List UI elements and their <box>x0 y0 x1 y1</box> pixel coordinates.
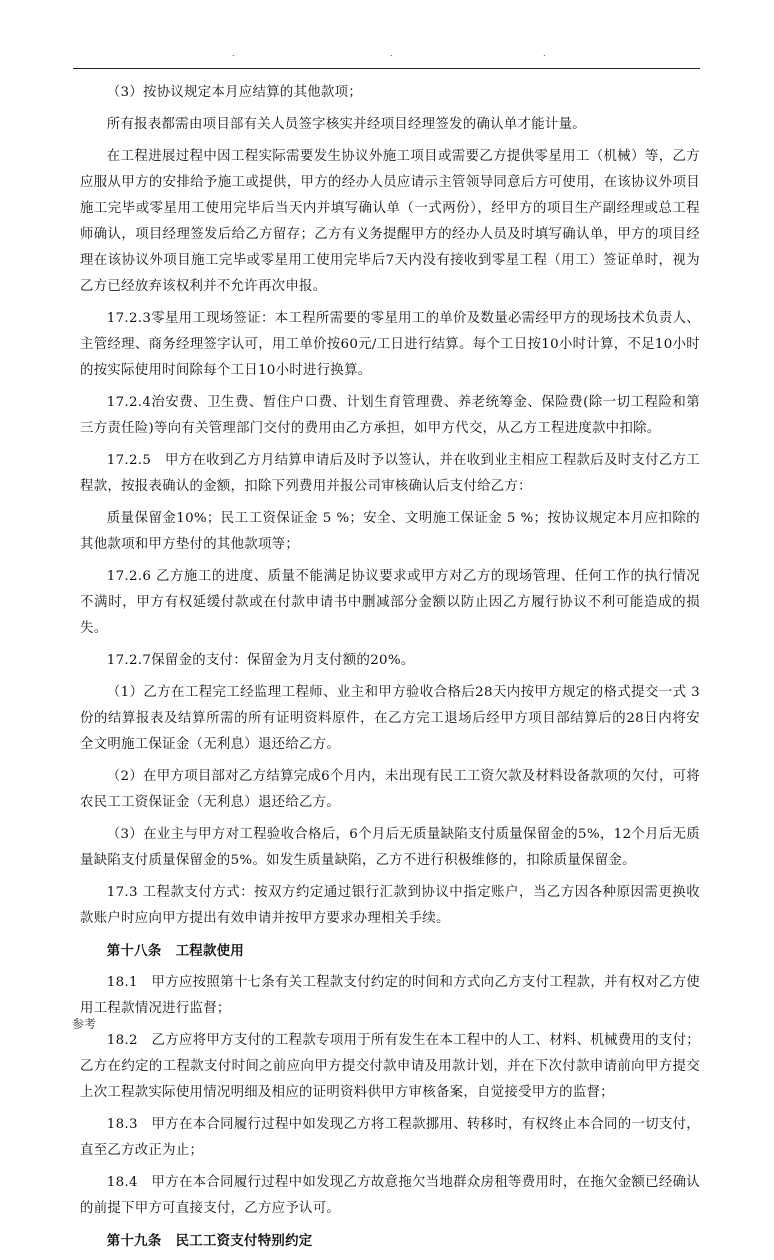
section-heading <box>80 938 700 964</box>
body-paragraph: （1）乙方在工程完工经监理工程师、业主和甲方验收合格后28天内按甲方规定的格式提交一式 3 份的结算报表及结算所需的所有证明资料原件，在乙方完工退场后经甲方项目部结算后的28日内将安全文明施工保证金（无利息）退还给乙方。 <box>80 685 700 752</box>
body-paragraph: 18.3 甲方在本合同履行过程中如发现乙方将工程款挪用、转移时，有权终止本合同的一切支付，直至乙方改正为止； <box>80 1117 700 1158</box>
body-paragraph: 17.2.7保留金的支付：保留金为月支付额的20%。 <box>106 653 415 668</box>
body-paragraph: 18.1 甲方应按照第十七条有关工程款支付约定的时间和方式向乙方支付工程款，并有权对乙方使用工程款情况进行监督； <box>80 975 700 1016</box>
body-paragraph: 17.2.5 甲方在收到乙方月结算申请后及时予以签认，并在收到业主相应工程款后及时支付乙方工程款，按报表确认的金额，扣除下列费用并报公司审核确认后支付给乙方： <box>80 453 700 494</box>
body-paragraph: （3）按协议规定本月应结算的其他款项； <box>106 85 363 100</box>
section-number: 第十八条 <box>106 943 162 959</box>
body-paragraph: 18.2 乙方应将甲方支付的工程款专项用于所有发生在本工程中的人工、材料、机械费用的支付；乙方在约定的工程款支付时间之前应向甲方提交付款申请及用款计划，并在下次付款申请前向甲方提交上次工程款实际使用情况明细及相应的证明资料供甲方审核备案，自觉接受甲方的监督； <box>80 1033 700 1100</box>
body-paragraph: 18.4 甲方在本合同履行过程中如发现乙方故意拖欠当地群众房租等费用时，在拖欠金额已经确认的前提下甲方可直接支付，乙方应予认可。 <box>80 1175 700 1216</box>
header-dot: . <box>543 49 546 58</box>
body-paragraph: 所有报表都需由项目部有关人员签字核实并经项目经理签发的确认单才能计量。 <box>106 117 586 132</box>
body-paragraph: 17.2.3零星用工现场签证：本工程所需要的零星用工的单价及数量必需经甲方的现场技术负责人、主管经理、商务经理签字认可，用工单价按60元/工日进行结算。每个工日按10小时计算，不足10小时的按实际使用时间除每个工日10小时进行换算。 <box>80 311 700 378</box>
section-title: 民工工资支付特别约定 <box>175 1233 313 1249</box>
body-paragraph: 17.3 工程款支付方式：按双方约定通过银行汇款到协议中指定账户，当乙方因各种原因需更换收款账户时应向甲方提出有效申请并按甲方要求办理相关手续。 <box>80 885 700 926</box>
body-paragraph: （3）在业主与甲方对工程验收合格后，6个月后无质量缺陷支付质量保留金的5%，12个月后无质量缺陷支付质量保留金的5%。如发生质量缺陷，乙方不进行积极维修的，扣除质量保留金。 <box>80 827 700 868</box>
section-heading <box>80 1228 700 1254</box>
body-paragraph: （2）在甲方项目部对乙方结算完成6个月内，未出现有民工工资欠款及材料设备款项的欠付，可将农民工工资保证金（无利息）退还给乙方。 <box>80 769 700 810</box>
header-dot: . <box>390 49 393 58</box>
body-paragraph: 质量保留金10%；民工工资保证金 5 %；安全、文明施工保证金 5 %；按协议规定本月应扣除的其他款项和甲方垫付的其他款项等； <box>80 511 700 552</box>
header-dot: . <box>232 49 235 58</box>
header-rule <box>73 68 700 69</box>
header-dots <box>0 50 774 62</box>
page-footer: 参考 <box>72 1017 97 1031</box>
body-paragraph: 17.2.6 乙方施工的进度、质量不能满足协议要求或甲方对乙方的现场管理、任何工作的执行情况不满时，甲方有权延缓付款或在付款申请书中删减部分金额以防止因乙方履行协议不利可能造成的损失。 <box>80 569 700 636</box>
document-body <box>80 80 700 1260</box>
body-paragraph: 17.2.4治安费、卫生费、暂住户口费、计划生育管理费、养老统筹金、保险费(除一切工程险和第三方责任险)等向有关管理部门交付的费用由乙方承担，如甲方代交，从乙方工程进度款中扣除。 <box>80 395 700 436</box>
section-number: 第十九条 <box>106 1233 162 1249</box>
body-paragraph: 在工程进展过程中因工程实际需要发生协议外施工项目或需要乙方提供零星用工（机械）等，乙方应服从甲方的安排给予施工或提供，甲方的经办人员应请示主管领导同意后方可使用，在该协议外项目施工完毕或零星用工使用完毕后当天内并填写确认单（一式两份），经甲方的项目生产副经理或总工程师确认，项目经理签发后给乙方留存；乙方有义务提醒甲方的经办人员及时填写确认单，甲方的项目经理在该协议外项目施工完毕或零星用工使用完毕后7天内没有接收到零星工程（用工）签证单时，视为乙方已经放弃该权利并不允许再次申报。 <box>80 149 700 294</box>
section-title: 工程款使用 <box>175 943 245 959</box>
